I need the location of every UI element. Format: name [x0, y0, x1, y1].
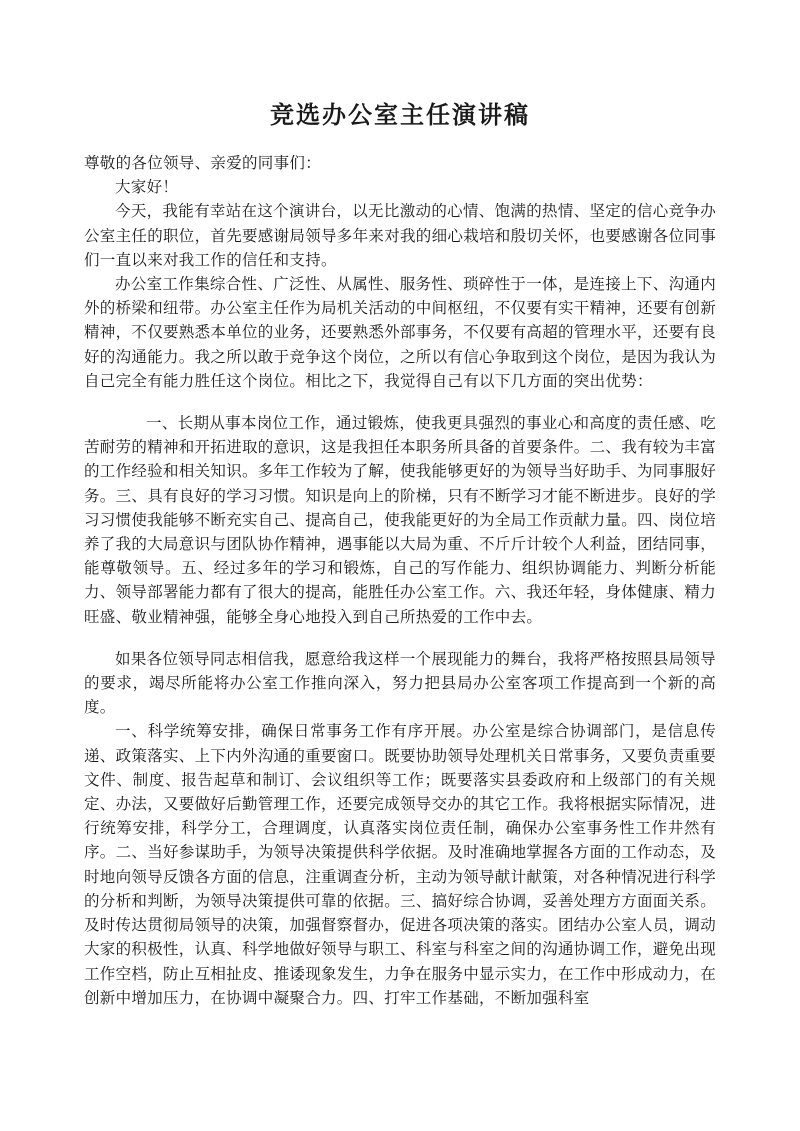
paragraph-1: 今天，我能有幸站在这个演讲台，以无比激动的心情、饱满的热情、坚定的信心竞争办公室主任的职位，首先要感谢局领导多年来对我的细心栽培和殷切关怀，也要感谢各位同事们一直以来对我工作的信任和支持。 — [84, 202, 717, 269]
paragraph-4: 如果各位领导同志相信我，愿意给我这样一个展现能力的舞台，我将严格按照县局领导的要求，竭尽所能将办公室工作推向深入，努力把县局办公室客项工作提高到一个新的高度。 — [84, 649, 716, 717]
paragraph-5: 一、科学统筹安排，确保日常事务工作有序开展。办公室是综合协调部门，是信息传递、政策落实、上下内外沟通的重要窗口。既要协助领导处理机关日常事务，又要负责重要文件、制度、报告起草和制订、会议组织等工作；既要落实县委政府和上级部门的有关规定、办法，又要做好后勤管理工作，还要完成领导交办的其它工作。我将根据实际情况，进行统筹安排，科学分工，合理调度，认真落实岗位责任制，确保办公室事务性工作井然有序。二、当好参谋助手，为领导决策提供科学依据。及时准确地掌握各方面的工作动态，及时地向领导反馈各方面的信息，注重调查分析，主动为领导献计献策，对各种情况进行科学的分析和判断，为领导决策提供可靠的依据。三、搞好综合协调，妥善处理方方面面关系。及时传达贯彻局领导的决策，加强督察督办，促进各项决策的落实。团结办公室人员，调动大家的积极性，认真、科学地做好领导与职工、科室与科室之间的沟通协调工作，避免出现工作空档，防止互相扯皮、推诿现象发生，力争在服务中显示实力，在工作中形成动力，在创新中增加压力，在协调中凝聚合力。四、打牢工作基础，不断加强科室 — [84, 722, 717, 1007]
paragraph-2: 办公室工作集综合性、广泛性、从属性、服务性、琐碎性于一体，是连接上下、沟通内外的桥梁和纽带。办公室主任作为局机关活动的中间枢纽，不仅要有实干精神，还要有创新精神，不仅要熟悉本单位的业务，还要熟悉外部事务，不仅要有高超的管理水平，还要有良好的沟通能力。我之所以敢于竞争这个岗位，之所以有信心争取到这个岗位，是因为我认为自己完全有能力胜任这个岗位。相比之下，我觉得自己有以下几方面的突出优势： — [84, 275, 717, 390]
paragraph-3: 一、长期从事本岗位工作，通过锻炼，使我更具强烈的事业心和高度的责任感、吃苦耐劳的精神和开拓进取的意识，这是我担任本职务所具备的首要条件。二、我有较为丰富的工作经验和相关知识。多年工作较为了解，使我能够更好的为领导当好助手、为同事服好务。三、具有良好的学习习惯。知识是向上的阶梯，只有不断学习才能不断进步。良好的学习习惯使我能够不断充实自己、提高自己，使我能更好的为全局工作贡献力量。四、岗位培养了我的大局意识与团队协作精神，遇事能以大局为重、不斤斤计较个人利益，团结同事，能尊敬领导。五、经过多年的学习和锻炼，自己的写作能力、组织协调能力、判断分析能力、领导部署能力都有了很大的提高，能胜任办公室工作。六、我还年轻，身体健康、精力旺盛、敬业精神强，能够全身心地投入到自己所热爱的工作中去。 — [84, 414, 717, 626]
greeting: 大家好！ — [115, 178, 179, 197]
salutation: 尊敬的各位领导、亲爱的同事们： — [84, 154, 322, 172]
document-title: 竞选办公室主任演讲稿 — [270, 101, 530, 129]
document-body — [84, 151, 716, 1010]
